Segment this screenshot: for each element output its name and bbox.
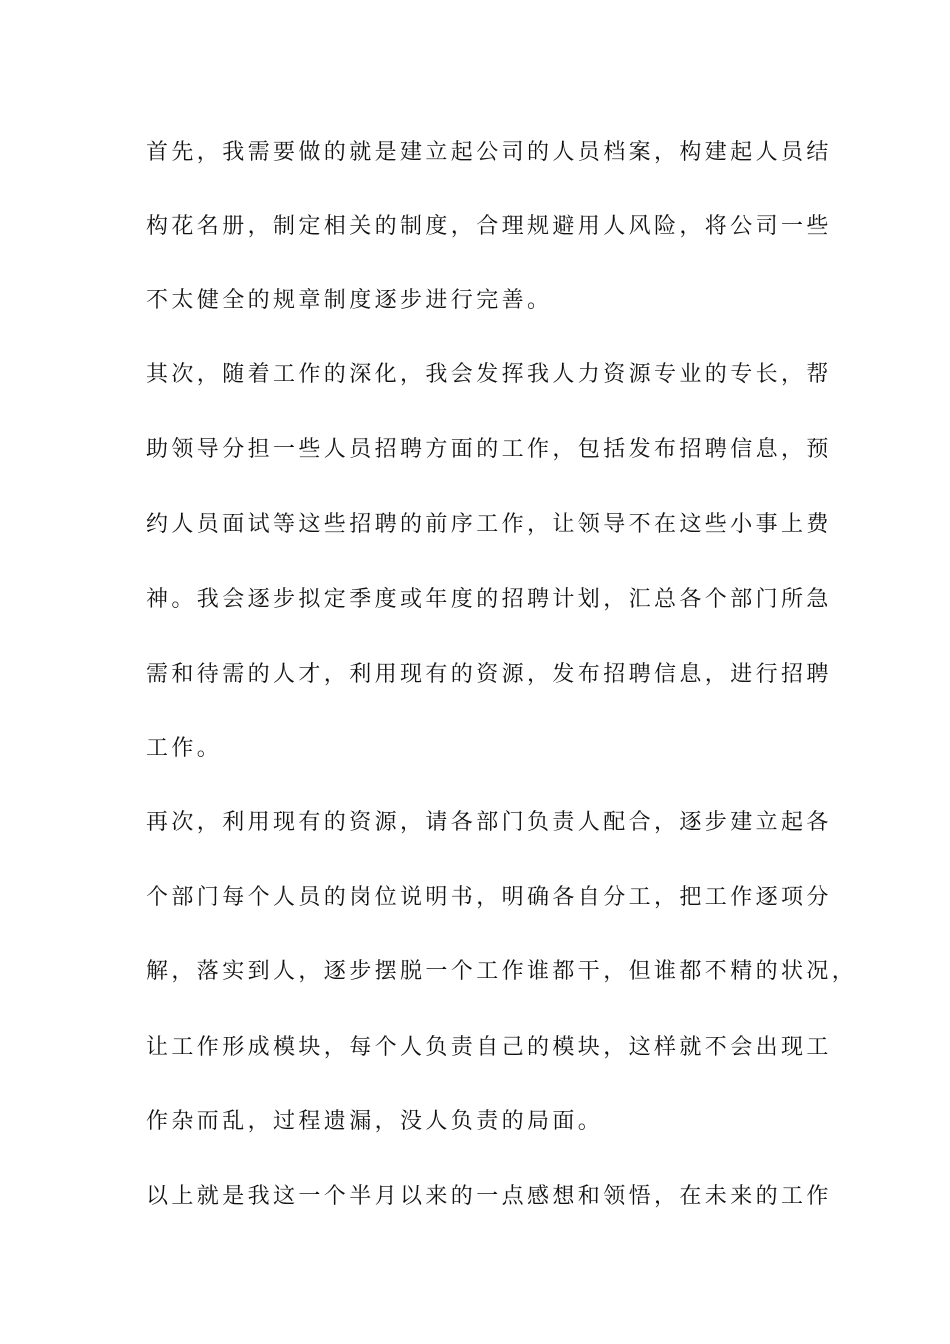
text-line: 再次，利用现有的资源，请各部门负责人配合，逐步建立起各 [146, 810, 832, 835]
text-line: 作杂而乱，过程遗漏，没人负责的局面。 [146, 1109, 604, 1134]
text-line: 构花名册，制定相关的制度，合理规避用人风险，将公司一些 [146, 214, 832, 239]
text-line: 工作。 [146, 736, 223, 761]
text-line: 约人员面试等这些招聘的前序工作，让领导不在这些小事上费 [146, 512, 832, 537]
text-line: 首先，我需要做的就是建立起公司的人员档案，构建起人员结 [146, 140, 832, 165]
text-line: 以上就是我这一个半月以来的一点感想和领悟，在未来的工作 [146, 1184, 832, 1209]
text-line: 其次，随着工作的深化，我会发挥我人力资源专业的专长，帮 [146, 362, 832, 387]
text-line: 助领导分担一些人员招聘方面的工作，包括发布招聘信息，预 [146, 437, 832, 462]
text-line: 需和待需的人才，利用现有的资源，发布招聘信息，进行招聘 [146, 662, 832, 687]
text-line: 让工作形成模块，每个人负责自己的模块，这样就不会出现工 [146, 1035, 832, 1060]
text-line: 不太健全的规章制度逐步进行完善。 [146, 288, 553, 313]
text-line: 个部门每个人员的岗位说明书，明确各自分工，把工作逐项分 [146, 885, 832, 910]
text-line: 神。我会逐步拟定季度或年度的招聘计划，汇总各个部门所急 [146, 587, 832, 612]
text-line: 解，落实到人，逐步摆脱一个工作谁都干，但谁都不精的状况， [146, 959, 858, 984]
